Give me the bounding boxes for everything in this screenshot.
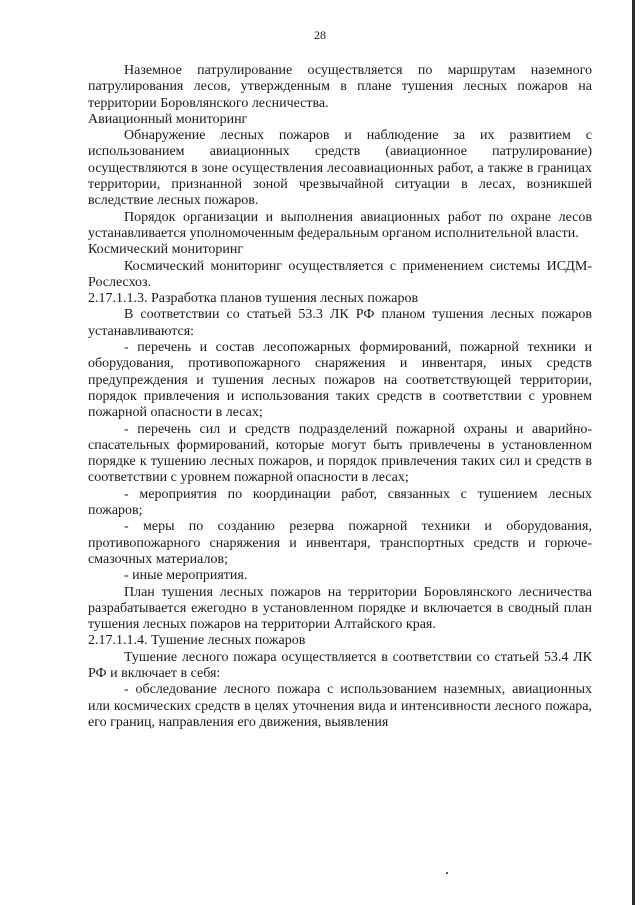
scan-edge-border (632, 0, 635, 905)
list-item: - иные мероприятия. (124, 568, 248, 584)
heading-section-fire-plans: 2.17.1.1.3. Разработка планов тушения лесных пожаров (88, 291, 419, 307)
list-item: - мероприятия по координации работ, связанных с тушением лесных пожаров; (88, 486, 592, 519)
heading-section-fire-suppression: 2.17.1.1.4. Тушение лесных пожаров (88, 633, 306, 649)
list-item: - обследование лесного пожара с использованием наземных, авиационных или космических средств в целях уточнения вида и интенсивности лесного пожара, его границ, направления его движения, выявления (88, 682, 592, 730)
scan-speck (446, 872, 448, 874)
heading-aviation-monitoring: Авиационный мониторинг (88, 111, 248, 127)
heading-space-monitoring: Космический мониторинг (88, 242, 244, 258)
paragraph-ground-patrol: Наземное патрулирование осуществляется по маршрутам наземного патрулирования лесов, утвержденным в плане тушения лесных пожаров на территории Боровлянского лесничества. (88, 63, 592, 111)
paragraph-aviation-detection: Обнаружение лесных пожаров и наблюдение за их развитием с использованием авиационных средств (авиационное патрулирование) осуществляются в зоне осуществления лесоавиационных работ, а также в границах территории, признанной зоной чрезвычайной ситуации в лесах, возникшей вследствие лесных пожаров. (88, 128, 592, 209)
paragraph-plan-intro: В соответствии со статьей 53.3 ЛК РФ планом тушения лесных пожаров устанавливаются: (88, 307, 592, 339)
list-item: - перечень и состав лесопожарных формирований, пожарной техники и оборудования, противопожарного снаряжения и инвентаря, иных средств предупреждения и тушения лесных пожаров на соответствующей территории, порядок привлечения и использования таких средств в соответствии с уровнем пожарной опасности в лесах; (88, 340, 592, 421)
paragraph-suppression-intro: Тушение лесного пожара осуществляется в соответствии со статьей 53.4 ЛК РФ и включает в себя: (88, 649, 592, 681)
list-item: - перечень сил и средств подразделений пожарной охраны и аварийно-спасательных формирований, которые могут быть привлечены в установленном порядке к тушению лесных пожаров, и порядок привлечения таких сил и средств в соответствии с уровнем пожарной опасности в лесах; (88, 421, 592, 486)
page-number: 28 (314, 28, 326, 42)
paragraph-space-monitoring: Космический мониторинг осуществляется с применением системы ИСДМ-Рослесхоз. (88, 258, 592, 290)
paragraph-plan-annual: План тушения лесных пожаров на территории Боровлянского лесничества разрабатывается ежегодно в установленном порядке и включается в сводный план тушения лесных пожаров на территории Алтайского края. (88, 584, 592, 633)
paragraph-aviation-order: Порядок организации и выполнения авиационных работ по охране лесов устанавливается уполномоченным федеральным органом исполнительной власти. (88, 209, 592, 241)
list-item: - меры по созданию резерва пожарной техники и оборудования, противопожарного снаряжения и инвентаря, транспортных средств и горюче-смазочных материалов; (88, 519, 592, 567)
document-body (88, 63, 592, 731)
